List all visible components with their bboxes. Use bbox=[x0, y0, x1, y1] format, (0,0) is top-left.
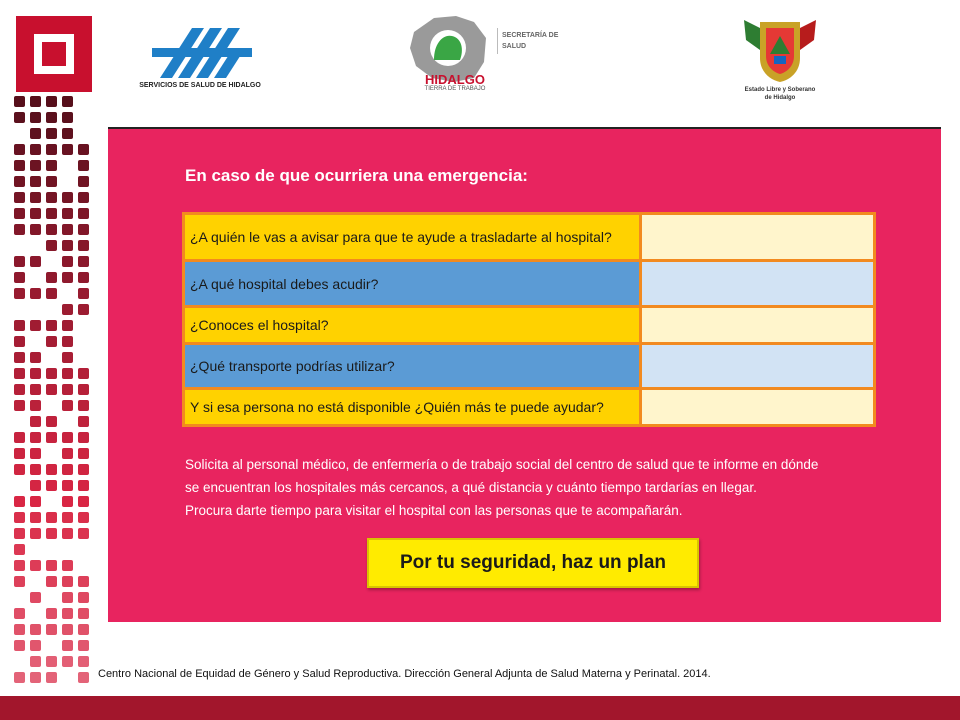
decorative-dot bbox=[30, 416, 41, 427]
decorative-dot bbox=[62, 96, 73, 107]
decorative-dot bbox=[62, 320, 73, 331]
decorative-dot bbox=[46, 96, 57, 107]
decorative-dot bbox=[46, 128, 57, 139]
table-row bbox=[185, 390, 873, 424]
decorative-dot bbox=[30, 144, 41, 155]
decorative-dot bbox=[62, 336, 73, 347]
decorative-dot bbox=[78, 608, 89, 619]
table-row bbox=[185, 308, 873, 342]
decorative-dot bbox=[30, 160, 41, 171]
decorative-dot bbox=[78, 144, 89, 155]
decorative-dot bbox=[78, 288, 89, 299]
decorative-dot bbox=[14, 368, 25, 379]
decorative-dot bbox=[46, 560, 57, 571]
decorative-dot bbox=[14, 336, 25, 347]
table-row bbox=[185, 345, 873, 387]
decorative-dot bbox=[62, 512, 73, 523]
table-row bbox=[185, 262, 873, 305]
decorative-dot bbox=[30, 256, 41, 267]
decorative-dot bbox=[14, 352, 25, 363]
decorative-dot bbox=[30, 464, 41, 475]
decorative-dot bbox=[30, 432, 41, 443]
decorative-dot bbox=[46, 384, 57, 395]
answer-cell bbox=[642, 308, 873, 342]
decorative-dot bbox=[30, 528, 41, 539]
decorative-dot bbox=[78, 496, 89, 507]
decorative-dot bbox=[14, 448, 25, 459]
decorative-dot bbox=[30, 480, 41, 491]
decorative-dot bbox=[78, 480, 89, 491]
decorative-dot bbox=[78, 400, 89, 411]
decorative-dot bbox=[46, 208, 57, 219]
decorative-dot bbox=[14, 576, 25, 587]
decorative-dot bbox=[30, 176, 41, 187]
decorative-dot bbox=[30, 224, 41, 235]
coat-caption: Estado Libre y Soberano de Hidalgo bbox=[744, 87, 816, 101]
decorative-dot bbox=[62, 368, 73, 379]
decorative-dot bbox=[46, 368, 57, 379]
decorative-dot bbox=[46, 240, 57, 251]
decorative-dot bbox=[14, 400, 25, 411]
decorative-dot bbox=[78, 272, 89, 283]
decorative-dot bbox=[62, 528, 73, 539]
decorative-dot bbox=[30, 288, 41, 299]
decorative-dot bbox=[62, 192, 73, 203]
decorative-dot bbox=[78, 240, 89, 251]
decorative-dot bbox=[30, 368, 41, 379]
decorative-dot bbox=[62, 448, 73, 459]
decorative-dot bbox=[14, 640, 25, 651]
decorative-dot bbox=[30, 400, 41, 411]
source-citation: Centro Nacional de Equidad de Género y Salud Reproductiva. Dirección General Adjunta de Salud Materna y Perinatal. 2014. bbox=[98, 668, 711, 680]
decorative-dot bbox=[14, 112, 25, 123]
decorative-dot bbox=[46, 336, 57, 347]
decorative-dot bbox=[62, 432, 73, 443]
question-cell: Y si esa persona no está disponible ¿Quién más te puede ayudar? bbox=[185, 390, 639, 424]
answer-cell bbox=[642, 215, 873, 259]
question-cell: ¿Conoces el hospital? bbox=[185, 308, 639, 342]
decorative-dot bbox=[14, 176, 25, 187]
decorative-dot bbox=[46, 288, 57, 299]
decorative-dot bbox=[62, 608, 73, 619]
decorative-dot bbox=[30, 384, 41, 395]
decorative-dot bbox=[46, 160, 57, 171]
decorative-dot bbox=[30, 496, 41, 507]
decorative-dot bbox=[46, 464, 57, 475]
decorative-dot bbox=[62, 656, 73, 667]
decorative-dot bbox=[46, 272, 57, 283]
decorative-dot bbox=[46, 432, 57, 443]
decorative-dot bbox=[14, 144, 25, 155]
decorative-dot bbox=[78, 368, 89, 379]
decorative-dot bbox=[46, 656, 57, 667]
decorative-dot bbox=[30, 192, 41, 203]
decorative-dot bbox=[46, 512, 57, 523]
decorative-dot bbox=[78, 304, 89, 315]
decorative-dot bbox=[46, 192, 57, 203]
decorative-dot bbox=[30, 448, 41, 459]
decorative-dot bbox=[14, 256, 25, 267]
answer-cell bbox=[642, 345, 873, 387]
ssh-caption: SERVICIOS DE SALUD DE HIDALGO bbox=[139, 82, 261, 89]
coat-of-arms-icon bbox=[740, 10, 820, 86]
decorative-dot bbox=[78, 656, 89, 667]
decorative-dot bbox=[14, 384, 25, 395]
decorative-dot bbox=[14, 608, 25, 619]
decorative-dot bbox=[30, 640, 41, 651]
decorative-dot bbox=[78, 512, 89, 523]
decorative-dot bbox=[14, 288, 25, 299]
decorative-dot bbox=[30, 320, 41, 331]
decorative-dot bbox=[30, 208, 41, 219]
decorative-dot bbox=[78, 528, 89, 539]
decorative-dot bbox=[62, 560, 73, 571]
decorative-dot bbox=[62, 144, 73, 155]
panel-heading: En caso de que ocurriera una emergencia: bbox=[185, 166, 528, 185]
bottom-bar bbox=[0, 696, 960, 720]
decorative-dot bbox=[78, 192, 89, 203]
decorative-dot bbox=[14, 320, 25, 331]
panel-top-border bbox=[108, 127, 941, 129]
decorative-dot bbox=[30, 112, 41, 123]
decorative-dot bbox=[30, 560, 41, 571]
decorative-dot bbox=[46, 608, 57, 619]
decorative-dot bbox=[46, 528, 57, 539]
decorative-dot bbox=[46, 176, 57, 187]
decorative-dot bbox=[46, 576, 57, 587]
decorative-dot bbox=[78, 624, 89, 635]
decorative-dot bbox=[30, 512, 41, 523]
decorative-dot bbox=[14, 512, 25, 523]
decorative-dot bbox=[30, 592, 41, 603]
decorative-dot bbox=[78, 384, 89, 395]
answer-cell bbox=[642, 262, 873, 305]
decorative-dot bbox=[78, 592, 89, 603]
decorative-dot bbox=[46, 224, 57, 235]
decorative-dot bbox=[14, 544, 25, 555]
decorative-dot bbox=[46, 480, 57, 491]
questions-table bbox=[182, 212, 876, 427]
decorative-dot bbox=[46, 624, 57, 635]
decorative-dot bbox=[46, 112, 57, 123]
decorative-dot bbox=[78, 672, 89, 683]
decorative-dot bbox=[14, 672, 25, 683]
decorative-dot bbox=[78, 160, 89, 171]
decorative-dot bbox=[14, 96, 25, 107]
brand-square-logo bbox=[16, 16, 92, 92]
decorative-dot bbox=[78, 176, 89, 187]
decorative-dot bbox=[62, 400, 73, 411]
decorative-dot bbox=[62, 240, 73, 251]
plan-callout: Por tu seguridad, haz un plan bbox=[367, 538, 699, 588]
decorative-dot bbox=[14, 272, 25, 283]
decorative-dot bbox=[62, 640, 73, 651]
header-divider bbox=[497, 28, 498, 54]
decorative-dot bbox=[62, 304, 73, 315]
decorative-dot bbox=[78, 416, 89, 427]
decorative-dot bbox=[14, 208, 25, 219]
decorative-dot bbox=[62, 592, 73, 603]
decorative-dot bbox=[30, 96, 41, 107]
decorative-dot bbox=[46, 320, 57, 331]
hidalgo-wordmark: HIDALGO bbox=[425, 72, 485, 87]
decorative-dot bbox=[78, 432, 89, 443]
decorative-dot bbox=[78, 256, 89, 267]
decorative-dot bbox=[30, 624, 41, 635]
decorative-dot bbox=[62, 224, 73, 235]
decorative-dot bbox=[78, 224, 89, 235]
answer-cell bbox=[642, 390, 873, 424]
decorative-dot bbox=[46, 144, 57, 155]
hidalgo-tagline: TIERRA DE TRABAJO bbox=[424, 86, 486, 92]
decorative-dot bbox=[78, 208, 89, 219]
decorative-dot bbox=[46, 416, 57, 427]
decorative-dot bbox=[62, 272, 73, 283]
decorative-dot bbox=[62, 464, 73, 475]
decorative-dot bbox=[30, 352, 41, 363]
decorative-dot bbox=[46, 672, 57, 683]
instructions-paragraph: Solicita al personal médico, de enfermería o de trabajo social del centro de salud que te informe en dónde se encuentran los hospitales más cercanos, a qué distancia y cuánto tiempo tardarías en llegar. Procura darte tiempo para visitar el hospital con las personas que te acompañarán. bbox=[185, 457, 819, 518]
decorative-dot bbox=[14, 192, 25, 203]
decorative-dot bbox=[62, 480, 73, 491]
decorative-dot bbox=[14, 464, 25, 475]
decorative-dot bbox=[14, 496, 25, 507]
decorative-dot bbox=[62, 208, 73, 219]
decorative-dot bbox=[14, 160, 25, 171]
table-row bbox=[185, 215, 873, 259]
decorative-dot bbox=[14, 224, 25, 235]
decorative-dot bbox=[62, 112, 73, 123]
secretaria-label: SECRETARÍA DE SALUD bbox=[502, 32, 559, 50]
question-cell: ¿A qué hospital debes acudir? bbox=[185, 262, 639, 305]
decorative-dot bbox=[62, 128, 73, 139]
decorative-dot bbox=[14, 432, 25, 443]
decorative-dot bbox=[78, 464, 89, 475]
decorative-dot bbox=[62, 352, 73, 363]
decorative-dot bbox=[30, 656, 41, 667]
decorative-dot bbox=[30, 672, 41, 683]
question-cell: ¿A quién le vas a avisar para que te ayude a trasladarte al hospital? bbox=[185, 215, 639, 259]
decorative-dot bbox=[62, 384, 73, 395]
decorative-dot bbox=[14, 624, 25, 635]
decorative-dot bbox=[62, 496, 73, 507]
decorative-dot bbox=[14, 528, 25, 539]
decorative-dot bbox=[62, 256, 73, 267]
decorative-dot bbox=[78, 576, 89, 587]
decorative-dot bbox=[62, 576, 73, 587]
decorative-dot bbox=[78, 448, 89, 459]
decorative-dot bbox=[62, 624, 73, 635]
decorative-dot bbox=[78, 640, 89, 651]
question-cell: ¿Qué transporte podrías utilizar? bbox=[185, 345, 639, 387]
decorative-dot bbox=[14, 560, 25, 571]
decorative-dot-pattern bbox=[14, 96, 96, 696]
decorative-dot bbox=[30, 128, 41, 139]
